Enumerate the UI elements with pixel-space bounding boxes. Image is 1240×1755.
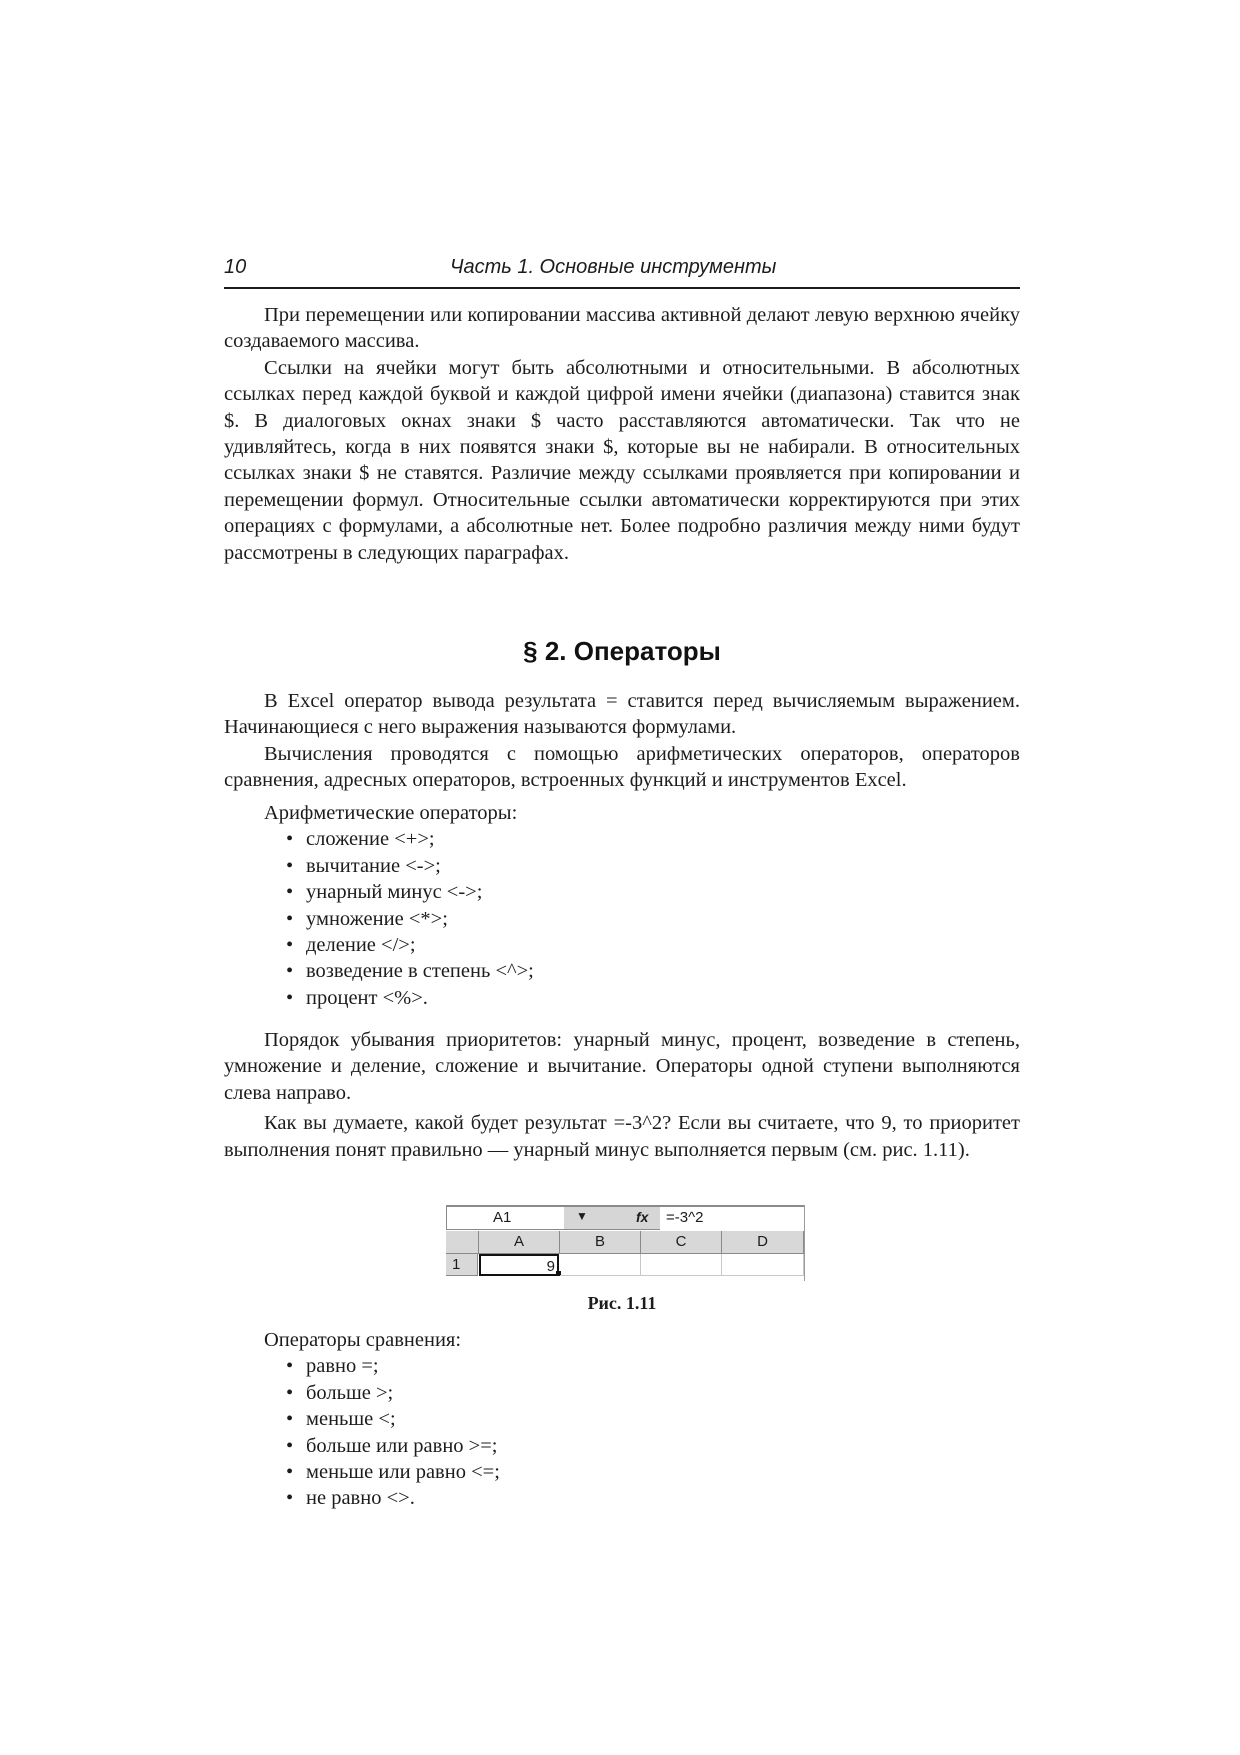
excel-screenshot-figure bbox=[446, 1205, 805, 1281]
list-item: • вычитание <->; bbox=[286, 853, 1020, 879]
active-cell: 9 bbox=[479, 1254, 559, 1276]
section-text bbox=[224, 688, 1020, 794]
chevron-down-icon: ▼ bbox=[576, 1209, 588, 1223]
cell bbox=[641, 1254, 722, 1276]
section-title: § 2. Операторы bbox=[523, 636, 721, 666]
name-box-dropdown bbox=[564, 1207, 624, 1230]
running-title: Часть 1. Основные инструменты bbox=[450, 256, 777, 278]
list-item: • унарный минус <->; bbox=[286, 879, 1020, 905]
figure-caption: Рис. 1.11 bbox=[587, 1293, 657, 1313]
select-all-corner bbox=[446, 1231, 479, 1254]
list-item: • возведение в степень <^>; bbox=[286, 958, 1020, 984]
fx-icon: fx bbox=[636, 1209, 649, 1225]
list-item: • процент <%>. bbox=[286, 985, 1020, 1011]
paragraph: Порядок убывания приоритетов: унарный минус, процент, возведение в степень, умножение и деление, сложение и вычитание. Операторы одной ступени выполняются слева направо. bbox=[224, 1029, 1020, 1104]
cell bbox=[560, 1254, 641, 1276]
list-item: • сложение <+>; bbox=[286, 826, 1020, 852]
list-title: Операторы сравнения: bbox=[264, 1329, 462, 1351]
list-item: • не равно <>. bbox=[286, 1485, 1020, 1511]
row-header: 1 bbox=[446, 1254, 478, 1276]
list-item: • умножение <*>; bbox=[286, 906, 1020, 932]
page-number: 10 bbox=[224, 256, 247, 278]
formula-text: =-3^2 bbox=[666, 1209, 704, 1226]
column-header: A bbox=[479, 1231, 560, 1254]
priority-text bbox=[224, 1027, 1020, 1163]
compare-list bbox=[224, 1353, 1020, 1511]
arith-list bbox=[224, 826, 1020, 1011]
paragraph: В Excel оператор вывода результата = ставится перед вычисляемым выражением. Начинающиеся с него выражения называются формулами. bbox=[224, 690, 1020, 739]
list-item: • меньше или равно <=; bbox=[286, 1459, 1020, 1485]
paragraph: Ссылки на ячейки могут быть абсолютными и относительными. В абсолютных ссылках перед каждой буквой и каждой цифрой имени ячейки (диапазона) ставится знак $. В диалоговых окнах знаки $ часто расставляются автоматически. Так что не удивляйтесь, когда в них появятся знаки $, которые вы не набирали. В относительных ссылках знаки $ не ставятся. Различие между ссылками проявляется при копировании и перемещении формул. Относительные ссылки автоматически корректируются при этих операциях с формулами, а абсолютные нет. Более подробно различия между ними будут рассмотрены в следующих параграфах. bbox=[224, 356, 1020, 564]
formula-bar bbox=[446, 1205, 804, 1231]
list-item: • больше >; bbox=[286, 1380, 1020, 1406]
function-button bbox=[624, 1207, 660, 1230]
intro-text bbox=[224, 302, 1020, 566]
paragraph: Как вы думаете, какой будет результат =-3^2? Если вы считаете, что 9, то приоритет выполнения понят правильно — унарный минус выполняется первым (см. рис. 1.11). bbox=[224, 1112, 1020, 1161]
paragraph: При перемещении или копировании массива активной делают левую верхнюю ячейку создаваемого массива. bbox=[224, 304, 1020, 353]
list-item: • деление </>; bbox=[286, 932, 1020, 958]
column-header: B bbox=[560, 1231, 641, 1254]
list-item: • равно =; bbox=[286, 1353, 1020, 1379]
cell bbox=[722, 1254, 804, 1276]
name-box: A1 bbox=[446, 1207, 566, 1230]
list-title: Арифметические операторы: bbox=[264, 802, 518, 824]
column-header: C bbox=[641, 1231, 722, 1254]
paragraph: Вычисления проводятся с помощью арифметических операторов, операторов сравнения, адресных операторов, встроенных функций и инструментов Excel. bbox=[224, 742, 1020, 792]
list-item: • больше или равно >=; bbox=[286, 1433, 1020, 1459]
running-header bbox=[224, 256, 1020, 289]
compare-operators bbox=[224, 1327, 1020, 1512]
column-header: D bbox=[722, 1231, 804, 1254]
arith-operators bbox=[224, 800, 1020, 1011]
list-item: • меньше <; bbox=[286, 1406, 1020, 1432]
